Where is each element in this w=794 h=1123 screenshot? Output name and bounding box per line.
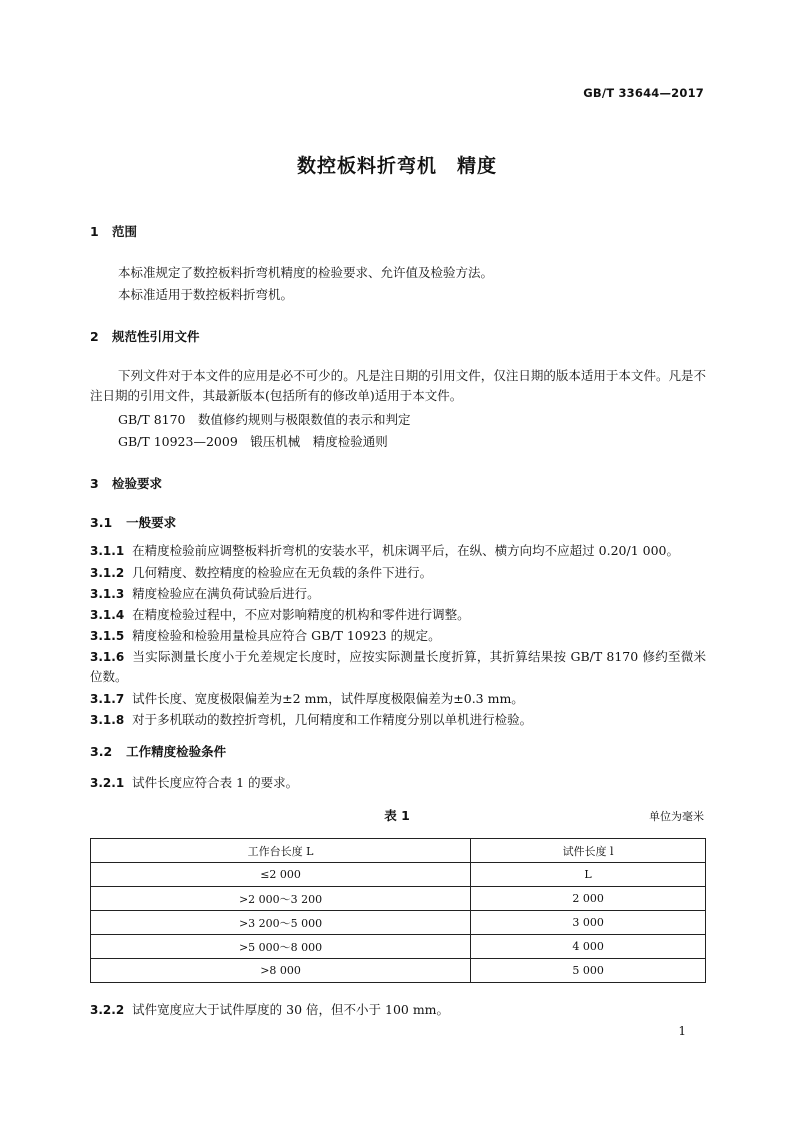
clause bbox=[90, 773, 706, 793]
table-cell: L bbox=[471, 863, 706, 887]
table-cell: >8 000 bbox=[91, 959, 471, 983]
table-row bbox=[91, 959, 706, 983]
table-cell: >5 000～8 000 bbox=[91, 935, 471, 959]
clause-number: 3.1.3 bbox=[90, 587, 125, 601]
references-paragraph: 下列文件对于本文件的应用是必不可少的。凡是注日期的引用文件，仅注日期的版本适用于本文件。凡是不注日期的引用文件，其最新版本(包括所有的修改单)适用于本文件。 bbox=[90, 368, 706, 403]
scope-paragraph: 本标准规定了数控板料折弯机精度的检验要求、允许值及检验方法。 bbox=[118, 265, 494, 280]
section-number: 1 bbox=[90, 224, 99, 239]
section-title: 检验要求 bbox=[112, 476, 163, 491]
scope-paragraph: 本标准适用于数控板料折弯机。 bbox=[118, 287, 294, 302]
clause-number: 3.1.8 bbox=[90, 713, 125, 727]
page-number: 1 bbox=[678, 1024, 686, 1038]
table-row bbox=[91, 911, 706, 935]
table-unit-note: 单位为毫米 bbox=[649, 810, 704, 823]
subsection-number: 3.2 bbox=[90, 744, 113, 759]
clause-number: 3.1.2 bbox=[90, 566, 125, 580]
specimen-length-table bbox=[90, 838, 706, 983]
section-number: 2 bbox=[90, 329, 99, 344]
standard-number: GB/T 33644—2017 bbox=[583, 86, 704, 100]
clause-text: 对于多机联动的数控折弯机，几何精度和工作精度分别以单机进行检验。 bbox=[132, 712, 533, 727]
clause bbox=[90, 541, 706, 561]
clause bbox=[90, 710, 706, 730]
table-cell: 2 000 bbox=[471, 887, 706, 911]
section-heading-scope bbox=[90, 222, 137, 240]
table-row bbox=[91, 935, 706, 959]
clause-text: 在精度检验过程中，不应对影响精度的机构和零件进行调整。 bbox=[132, 607, 470, 622]
table-cell: 3 000 bbox=[471, 911, 706, 935]
table-row bbox=[91, 887, 706, 911]
clause bbox=[90, 1000, 706, 1020]
section-number: 3 bbox=[90, 476, 99, 491]
clause-number: 3.1.4 bbox=[90, 608, 125, 622]
clause-text: 当实际测量长度小于允差规定长度时，应按实际测量长度折算，其折算结果按 GB/T 8170 修约至微米位数。 bbox=[90, 649, 706, 684]
clause bbox=[90, 605, 706, 625]
clause-text: 试件长度应符合表 1 的要求。 bbox=[132, 775, 299, 790]
subsection-heading-general bbox=[90, 513, 176, 531]
section-title: 规范性引用文件 bbox=[112, 329, 200, 344]
table-caption: 表 1 bbox=[384, 808, 410, 823]
section-heading-requirements bbox=[90, 474, 162, 492]
section-heading-references bbox=[90, 327, 200, 345]
clause bbox=[90, 647, 706, 687]
clause-text: 精度检验应在满负荷试验后进行。 bbox=[132, 586, 320, 601]
clause-text: 试件宽度应大于试件厚度的 30 倍，但不小于 100 mm。 bbox=[132, 1002, 450, 1017]
clause bbox=[90, 689, 706, 709]
subsection-title: 一般要求 bbox=[126, 515, 177, 530]
clause-number: 3.2.1 bbox=[90, 776, 125, 790]
clause-text: 在精度检验前应调整板料折弯机的安装水平，机床调平后，在纵、横方向均不应超过 0.20/1 000。 bbox=[132, 543, 679, 558]
clause bbox=[90, 563, 706, 583]
table-cell: 5 000 bbox=[471, 959, 706, 983]
clause bbox=[90, 584, 706, 604]
clause-number: 3.1.5 bbox=[90, 629, 125, 643]
clause-text: 精度检验和检验用量检具应符合 GB/T 10923 的规定。 bbox=[132, 628, 441, 643]
clause-number: 3.1.6 bbox=[90, 650, 125, 664]
subsection-title: 工作精度检验条件 bbox=[126, 744, 227, 759]
table-cell: >3 200～5 000 bbox=[91, 911, 471, 935]
clause-text: 试件长度、宽度极限偏差为±2 mm，试件厚度极限偏差为±0.3 mm。 bbox=[132, 691, 524, 706]
clause-number: 3.1.7 bbox=[90, 692, 125, 706]
clause bbox=[90, 626, 706, 646]
table-row bbox=[91, 863, 706, 887]
reference-item: GB/T 10923—2009 锻压机械 精度检验通则 bbox=[118, 434, 388, 449]
table-header-cell: 工作台长度 L bbox=[91, 839, 471, 863]
clause-number: 3.2.2 bbox=[90, 1003, 125, 1017]
subsection-heading-work-accuracy bbox=[90, 742, 226, 760]
section-title: 范围 bbox=[112, 224, 138, 239]
table-header-row bbox=[91, 839, 706, 863]
clause-text: 几何精度、数控精度的检验应在无负载的条件下进行。 bbox=[132, 565, 433, 580]
clause-number: 3.1.1 bbox=[90, 544, 125, 558]
reference-item: GB/T 8170 数值修约规则与极限数值的表示和判定 bbox=[118, 412, 411, 427]
table-cell: 4 000 bbox=[471, 935, 706, 959]
table-cell: >2 000～3 200 bbox=[91, 887, 471, 911]
table-cell: ≤2 000 bbox=[91, 863, 471, 887]
table-header-cell: 试件长度 l bbox=[471, 839, 706, 863]
document-title: 数控板料折弯机 精度 bbox=[296, 155, 497, 177]
subsection-number: 3.1 bbox=[90, 515, 113, 530]
